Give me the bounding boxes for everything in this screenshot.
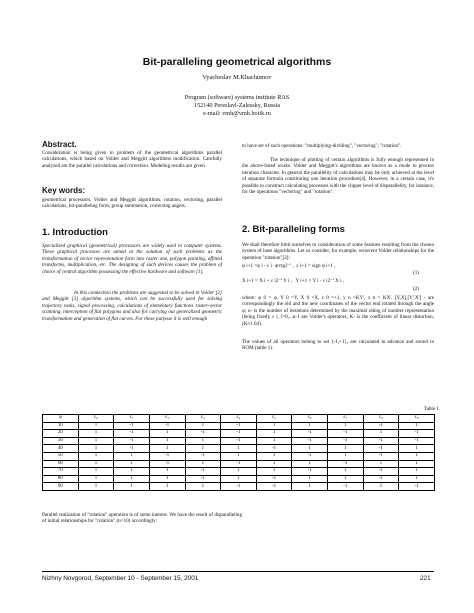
- table-row: [43, 460, 435, 468]
- table-cell: 1: [292, 445, 328, 453]
- table-cell: 1: [399, 468, 435, 476]
- table-cell: 40: [43, 445, 79, 453]
- table-cell: 1: [185, 437, 221, 445]
- table-cell: 1: [256, 460, 292, 468]
- table-cell: 1: [328, 445, 364, 453]
- footer-conference: Nizhny Novgorod, September 10 - September 15, 2001: [42, 575, 199, 582]
- table-cell: -1: [328, 460, 364, 468]
- table-cell: 1: [221, 475, 257, 483]
- table-cell: -1: [328, 430, 364, 438]
- abstract-text: Consideration is being given to problem of the geometrical algorithms parallel calculations, which based on Volder and Meggitt algorithms modification. Carefully analyzed are the parallel calculations and correction. Modeling results are given.: [42, 150, 222, 169]
- operators-paragraph: The values of all operators belong to set {-1,+1}, are calculated in advance and stored in ROM (table 1).: [242, 339, 434, 352]
- table-cell: -1: [149, 422, 185, 430]
- table-cell: -1: [149, 452, 185, 460]
- table-cell: 1: [399, 422, 435, 430]
- table-cell: 1: [185, 460, 221, 468]
- table-header-cell: ε₀: [78, 415, 114, 423]
- table-cell: -1: [399, 437, 435, 445]
- intro-heading: 1. Introduction: [42, 227, 108, 238]
- table-header-cell: ε₅: [256, 415, 292, 423]
- table-cell: 1: [185, 422, 221, 430]
- table-cell: 1: [78, 437, 114, 445]
- table-cell: 1: [292, 422, 328, 430]
- table-cell: 1: [221, 445, 257, 453]
- equation-explanation: where: φ 0 = φ, Y 0 =Y, X 0 =X, ε 0 =+1, y n =KY', x n = KX'. [Y,X],[Y',X'] - are correspondingly the old and the new coordinates of the vector end rotated through the angle φ; n- is the number of iterations determined by the maximal rating of number representation (being fixed); ε i, i=0,...n-1 are Volder's operators, K- is the coefficient of linear distortion, (K≈1.64).: [242, 295, 434, 327]
- table-cell: 50: [43, 452, 79, 460]
- table-cell: -1: [292, 468, 328, 476]
- table-row: [43, 475, 435, 483]
- table-header-cell: ε₉: [399, 415, 435, 423]
- table-cell: -1: [114, 422, 150, 430]
- table-header-row: [43, 415, 435, 423]
- table-cell: 1: [328, 475, 364, 483]
- table-cell: -1: [363, 475, 399, 483]
- table-cell: -1: [221, 437, 257, 445]
- table-row: [43, 452, 435, 460]
- paper-title: Bit-paralleling geometrical algorithms: [142, 56, 332, 68]
- table-cell: -1: [292, 452, 328, 460]
- table-cell: -1: [185, 430, 221, 438]
- table-cell: 1: [78, 422, 114, 430]
- table-cell: -1: [256, 445, 292, 453]
- table-cell: 1: [292, 475, 328, 483]
- table-cell: 1: [328, 468, 364, 476]
- table-cell: -1: [185, 468, 221, 476]
- table-cell: -1: [328, 437, 364, 445]
- table-cell: 1: [221, 468, 257, 476]
- affiliation-institute: Program (software) systems institute RAS: [184, 94, 290, 101]
- affiliation-address: 152140 Pereslavl-Zalessky, Russia: [193, 102, 281, 109]
- table-cell: -1: [328, 483, 364, 491]
- equation-2: X i+1 = X i + ε i2⁻ⁱ Y i , Y i+1 = Y i - ε i2⁻ⁱ X i ,: [242, 278, 345, 284]
- abstract-heading: Abstract.: [42, 140, 77, 149]
- affiliation-email: e-mail: vmh@vmh.botik.ru: [203, 110, 271, 117]
- table-header-cell: ε₃: [185, 415, 221, 423]
- table-cell: 1: [185, 445, 221, 453]
- table-cell: 20: [43, 430, 79, 438]
- intro-paragraph-2: In this connection the problems are suggested to be solved in Volder [2] and Meggitt [3] algorithm systems, which can be successfully used for solving trajectory tasks, signal processing, calculations of elementary functions raster-vector scanning, interception of flat polygons and also for carrying out generalized geometric transformation and generation of flat curves. For these purpose it is well enough: [42, 290, 222, 322]
- table-cell: 1: [363, 483, 399, 491]
- table-cell: 1: [114, 460, 150, 468]
- table-cell: 80: [43, 475, 79, 483]
- table-cell: -1: [363, 422, 399, 430]
- footer-rule: [42, 571, 434, 572]
- table-cell: -1: [363, 452, 399, 460]
- table-header-cell: ε₁: [114, 415, 150, 423]
- table-cell: 1: [221, 452, 257, 460]
- table-cell: 1: [149, 430, 185, 438]
- table-cell: 1: [114, 468, 150, 476]
- table-cell: 1: [114, 475, 150, 483]
- table-cell: 1: [149, 437, 185, 445]
- table-cell: 1: [256, 452, 292, 460]
- table-header-cell: ε₂: [149, 415, 185, 423]
- equation-2-number: (2): [413, 286, 419, 292]
- technique-paragraph: The technique of plotting of certain algorithms is fully enough represented in the above-listed works. Volder and Meggitt's algorithms are known as a mode to process iteration character. In general the parallelity of calculations may be only achieved at the level of separate formula constituting one iteration procedure[4]. However, in a certain case, it's possible to construct calculating processes with the clipper level of disparallelity, for instance, for the operations "vectoring" and "rotation".: [242, 157, 434, 196]
- table-header-cell: ε₄: [221, 415, 257, 423]
- table-cell: -1: [114, 437, 150, 445]
- intro-continuation: to have set of such operations: "multiplying-dividing", "vectoring", "rotation".: [242, 143, 402, 149]
- table-cell: 1: [78, 475, 114, 483]
- table-row: [43, 437, 435, 445]
- table-cell: 1: [149, 445, 185, 453]
- table-body: [43, 422, 435, 490]
- page-number: 221: [420, 575, 431, 582]
- table-header-cell: φ: [43, 415, 79, 423]
- table-cell: -1: [292, 437, 328, 445]
- table-cell: 1: [328, 452, 364, 460]
- table-cell: -1: [363, 468, 399, 476]
- table-cell: 1: [78, 468, 114, 476]
- table-cell: 1: [399, 452, 435, 460]
- section2-intro: We shall therefore limit ourselves to consideration of some features resulting from the chosen system of base algorithms. Let us consider, for example, recurrent Volder relationships for the operation "rotation"[2]:: [242, 242, 434, 261]
- table-cell: -1: [256, 483, 292, 491]
- equation-1-number: (1): [413, 270, 419, 276]
- table-cell: -1: [114, 445, 150, 453]
- table-cell: 1: [78, 460, 114, 468]
- table-cell: 10: [43, 422, 79, 430]
- table-cell: -1: [149, 460, 185, 468]
- table-cell: 1: [149, 468, 185, 476]
- table-cell: 1: [256, 468, 292, 476]
- table-cell: -1: [363, 445, 399, 453]
- intro-paragraph-1: Specialized graphical (geometrical) processors are widely used in computer systems. These graphical processes are aimed at the solution of such problems as the transformation of vector representation form into raster one, polygon painting, affined transforms, multiplication, etc. The designing of such devices causes the problem of choice of central algorithm possessing the effective hardware and software [1].: [42, 243, 222, 275]
- equation-1: φ i+1 =φ i - ε i ·arctg2⁻ⁱ , ε i+1 = sign φ i+1 ,: [242, 263, 336, 269]
- table-cell: 1: [328, 422, 364, 430]
- table-row: [43, 468, 435, 476]
- table-header-cell: ε₇: [328, 415, 364, 423]
- table-cell: -1: [399, 483, 435, 491]
- table-cell: 1: [399, 475, 435, 483]
- table-cell: -1: [221, 422, 257, 430]
- keywords-text: geometrical processors, Volder and Meggitt algorithms, rotation, vectoring, parallel calculations, bit-paralleling form, group summation, correcting angels.: [42, 197, 222, 210]
- table-cell: -1: [256, 475, 292, 483]
- table-cell: -1: [221, 483, 257, 491]
- table-cell: -1: [221, 430, 257, 438]
- table-cell: 1: [399, 445, 435, 453]
- table-cell: 60: [43, 460, 79, 468]
- table-cell: 1: [256, 430, 292, 438]
- table-row: [43, 445, 435, 453]
- table-cell: 1: [185, 483, 221, 491]
- table-cell: 1: [399, 460, 435, 468]
- table-cell: -1: [363, 437, 399, 445]
- author-name: Vyacheslav M.Khachumov: [202, 74, 272, 81]
- table-header-cell: ε₈: [363, 415, 399, 423]
- table-header-cell: ε₆: [292, 415, 328, 423]
- affiliation: [0, 94, 474, 118]
- table-cell: 1: [114, 452, 150, 460]
- table-cell: 1: [78, 452, 114, 460]
- after-table-text: Parallel realization of "rotation" operation is of some interest. We have the result of disparalleling of initial relationships for "rotation" (n=10) accordingly:: [42, 512, 242, 525]
- table-cell: 90: [43, 483, 79, 491]
- table-row: [43, 430, 435, 438]
- table-cell: 70: [43, 468, 79, 476]
- table-cell: 1: [292, 460, 328, 468]
- table-cell: 1: [363, 430, 399, 438]
- table-cell: 1: [78, 430, 114, 438]
- table-row: [43, 483, 435, 491]
- table-cell: -1: [399, 430, 435, 438]
- table-cell: 30: [43, 437, 79, 445]
- table-cell: -1: [185, 452, 221, 460]
- table-cell: 1: [78, 483, 114, 491]
- keywords-heading: Key words:: [42, 186, 86, 195]
- table-row: [43, 422, 435, 430]
- table-cell: 1: [114, 483, 150, 491]
- operator-table: [42, 414, 435, 491]
- table-cell: 1: [78, 445, 114, 453]
- table-cell: 1: [256, 437, 292, 445]
- section2-heading: 2. Bit-paralleling forms: [242, 224, 345, 235]
- table-cell: 1: [363, 460, 399, 468]
- table-cell: -1: [185, 475, 221, 483]
- table-cell: 1: [149, 475, 185, 483]
- table-caption: Table 1.: [424, 407, 441, 412]
- table-cell: 1: [292, 483, 328, 491]
- table-cell: -1: [221, 460, 257, 468]
- table-cell: 1: [149, 483, 185, 491]
- table-cell: -1: [292, 430, 328, 438]
- table-cell: 1: [256, 422, 292, 430]
- table-cell: -1: [114, 430, 150, 438]
